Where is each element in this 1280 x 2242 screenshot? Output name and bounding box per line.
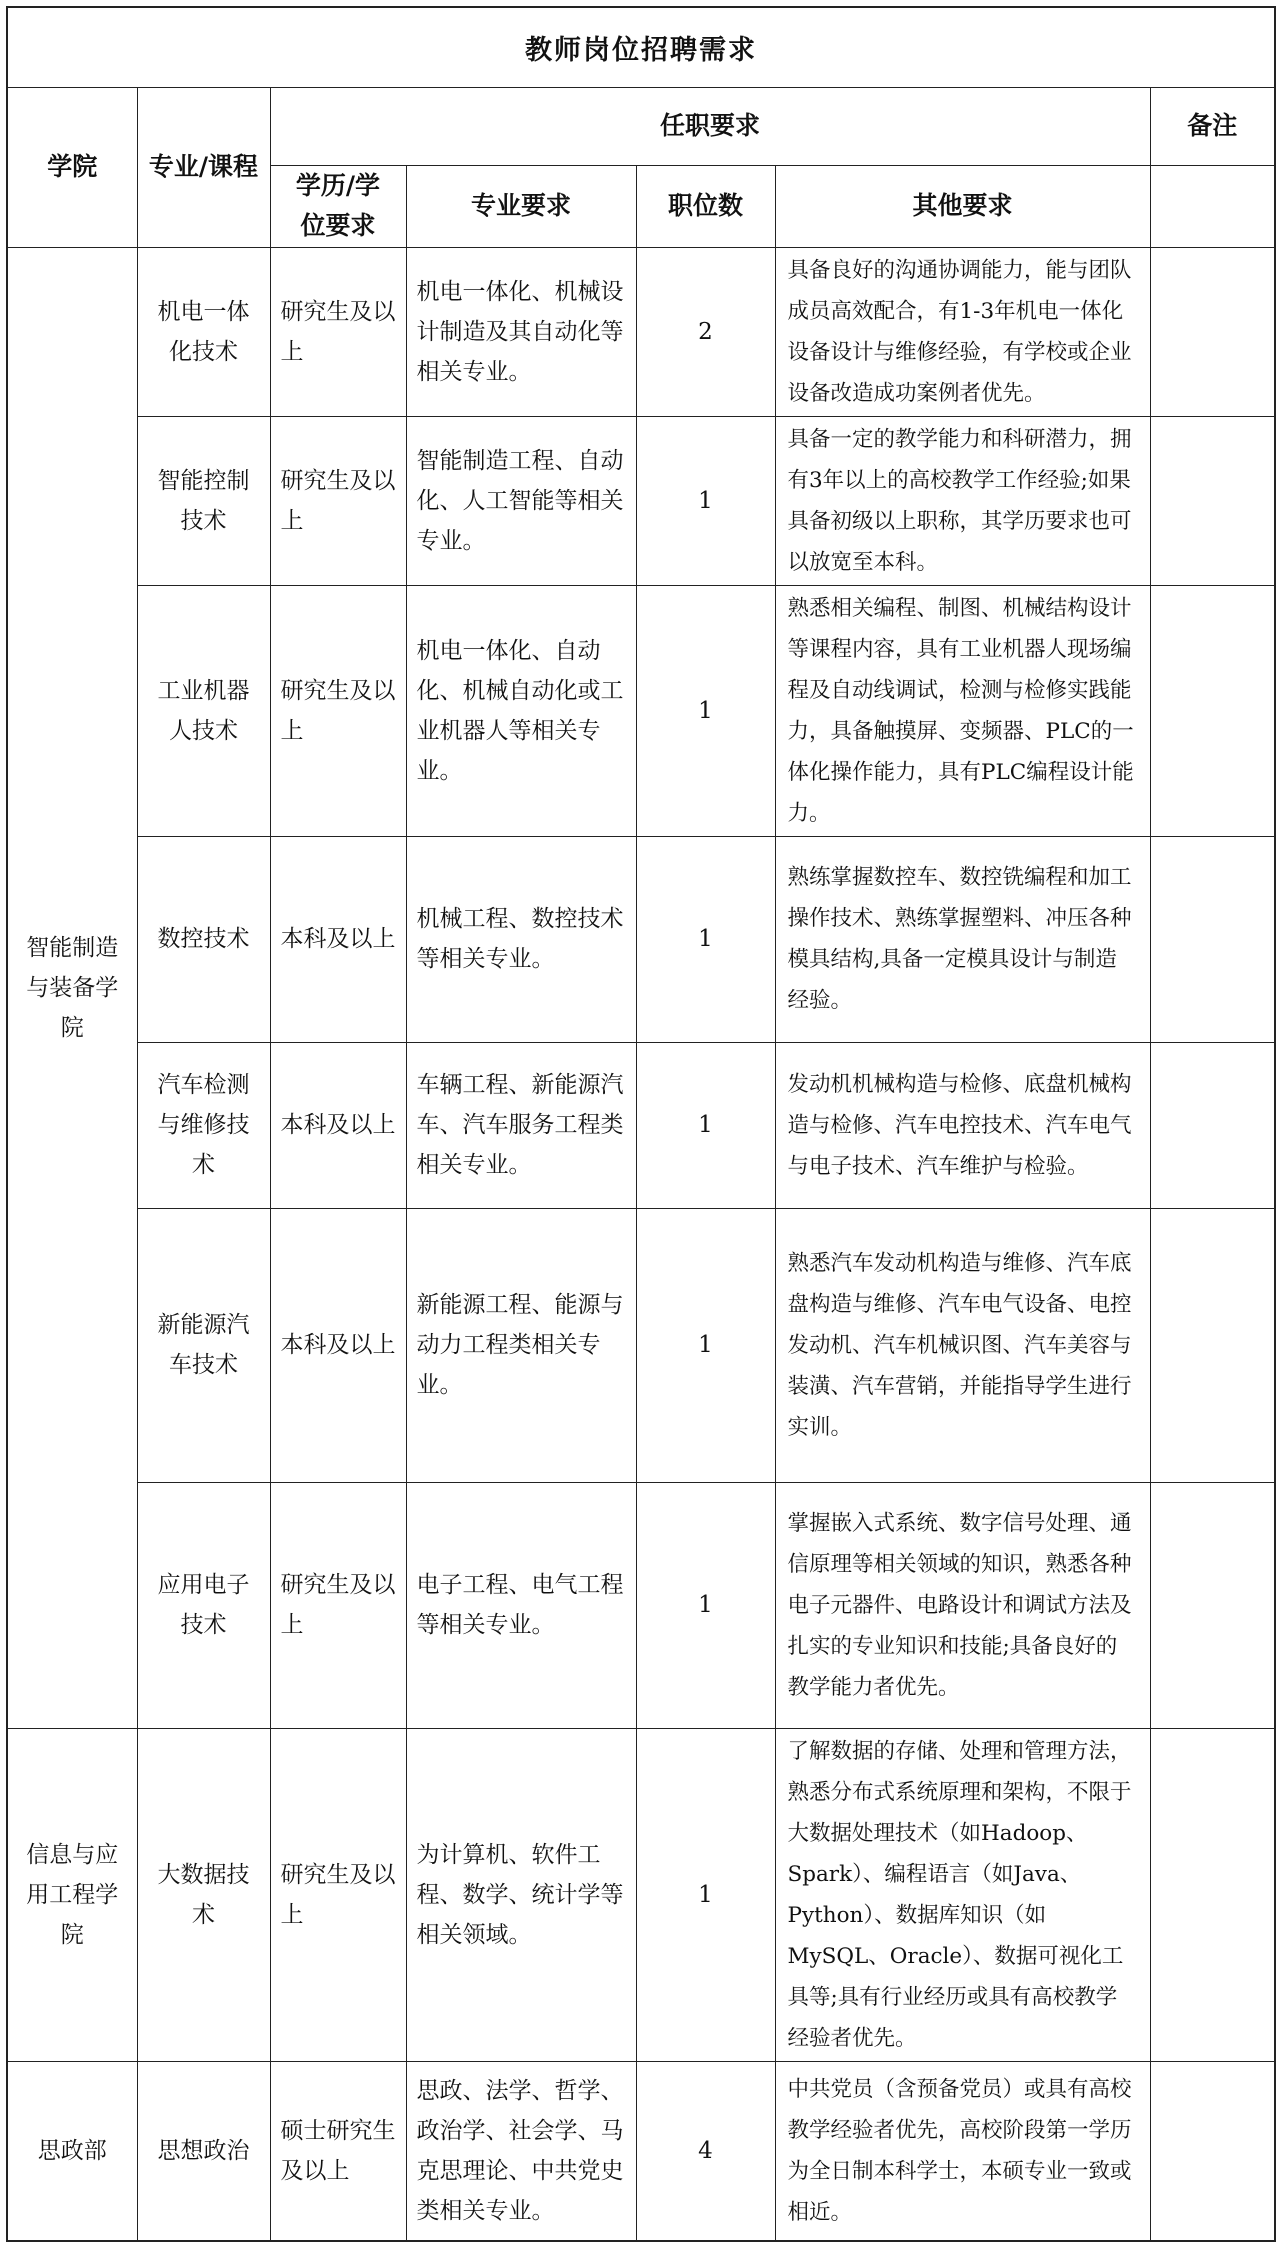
positions-cell: 4 bbox=[636, 2061, 775, 2241]
positions-cell: 2 bbox=[636, 247, 775, 416]
notes-cell bbox=[1150, 1042, 1275, 1208]
notes-cell bbox=[1150, 1482, 1275, 1728]
table-row bbox=[7, 247, 1275, 416]
college-cell: 智能制造与装备学院 bbox=[7, 247, 137, 1728]
notes-cell bbox=[1150, 1208, 1275, 1482]
table-row bbox=[7, 585, 1275, 836]
course-cell: 工业机器人技术 bbox=[137, 585, 270, 836]
degree-cell: 研究生及以上 bbox=[270, 247, 406, 416]
course-cell: 数控技术 bbox=[137, 836, 270, 1042]
degree-cell: 本科及以上 bbox=[270, 1208, 406, 1482]
table-row bbox=[7, 1042, 1275, 1208]
header-course: 专业/课程 bbox=[137, 87, 270, 247]
course-cell: 智能控制技术 bbox=[137, 416, 270, 585]
notes-cell bbox=[1150, 585, 1275, 836]
other-cell: 熟练掌握数控车、数控铣编程和加工操作技术、熟练掌握塑料、冲压各种模具结构,具备一定模具设计与制造经验。 bbox=[775, 836, 1150, 1042]
notes-cell bbox=[1150, 1728, 1275, 2061]
notes-cell bbox=[1150, 2061, 1275, 2241]
header-notes: 备注 bbox=[1150, 87, 1275, 165]
course-cell: 汽车检测与维修技术 bbox=[137, 1042, 270, 1208]
course-cell: 应用电子技术 bbox=[137, 1482, 270, 1728]
other-cell: 熟悉汽车发动机构造与维修、汽车底盘构造与维修、汽车电气设备、电控发动机、汽车机械识图、汽车美容与装潢、汽车营销，并能指导学生进行实训。 bbox=[775, 1208, 1150, 1482]
degree-cell: 本科及以上 bbox=[270, 1042, 406, 1208]
major-cell: 新能源工程、能源与动力工程类相关专业。 bbox=[406, 1208, 636, 1482]
positions-cell: 1 bbox=[636, 1208, 775, 1482]
notes-cell bbox=[1150, 836, 1275, 1042]
major-cell: 智能制造工程、自动化、人工智能等相关专业。 bbox=[406, 416, 636, 585]
course-cell: 机电一体化技术 bbox=[137, 247, 270, 416]
header-notes-blank bbox=[1150, 165, 1275, 247]
other-cell: 具备一定的教学能力和科研潜力，拥有3年以上的高校教学工作经验;如果具备初级以上职称，其学历要求也可以放宽至本科。 bbox=[775, 416, 1150, 585]
major-cell: 车辆工程、新能源汽车、汽车服务工程类相关专业。 bbox=[406, 1042, 636, 1208]
other-cell: 熟悉相关编程、制图、机械结构设计等课程内容，具有工业机器人现场编程及自动线调试，检测与检修实践能力，具备触摸屏、变频器、PLC的一体化操作能力，具有PLC编程设计能力。 bbox=[775, 585, 1150, 836]
college-cell: 思政部 bbox=[7, 2061, 137, 2241]
header-college: 学院 bbox=[7, 87, 137, 247]
table-title: 教师岗位招聘需求 bbox=[7, 7, 1275, 87]
degree-cell: 研究生及以上 bbox=[270, 416, 406, 585]
header-positions: 职位数 bbox=[636, 165, 775, 247]
recruitment-table bbox=[6, 6, 1276, 2242]
major-cell: 机电一体化、自动化、机械自动化或工业机器人等相关专业。 bbox=[406, 585, 636, 836]
table-row bbox=[7, 836, 1275, 1042]
other-cell: 发动机机械构造与检修、底盘机械构造与检修、汽车电控技术、汽车电气与电子技术、汽车维护与检验。 bbox=[775, 1042, 1150, 1208]
college-cell: 信息与应用工程学院 bbox=[7, 1728, 137, 2061]
header-other: 其他要求 bbox=[775, 165, 1150, 247]
positions-cell: 1 bbox=[636, 585, 775, 836]
course-cell: 大数据技术 bbox=[137, 1728, 270, 2061]
degree-cell: 本科及以上 bbox=[270, 836, 406, 1042]
header-major: 专业要求 bbox=[406, 165, 636, 247]
notes-cell bbox=[1150, 416, 1275, 585]
course-cell: 新能源汽车技术 bbox=[137, 1208, 270, 1482]
table-row bbox=[7, 2061, 1275, 2241]
positions-cell: 1 bbox=[636, 416, 775, 585]
other-cell: 了解数据的存储、处理和管理方法，熟悉分布式系统原理和架构，不限于大数据处理技术（如Hadoop、Spark）、编程语言（如Java、Python）、数据库知识（如MySQL、Oracle）、数据可视化工具等;具有行业经历或具有高校教学经验者优先。 bbox=[775, 1728, 1150, 2061]
notes-cell bbox=[1150, 247, 1275, 416]
major-cell: 电子工程、电气工程等相关专业。 bbox=[406, 1482, 636, 1728]
table-row bbox=[7, 1728, 1275, 2061]
degree-cell: 硕士研究生及以上 bbox=[270, 2061, 406, 2241]
degree-cell: 研究生及以上 bbox=[270, 1482, 406, 1728]
major-cell: 思政、法学、哲学、政治学、社会学、马克思理论、中共党史类相关专业。 bbox=[406, 2061, 636, 2241]
positions-cell: 1 bbox=[636, 1482, 775, 1728]
positions-cell: 1 bbox=[636, 1728, 775, 2061]
other-cell: 具备良好的沟通协调能力，能与团队成员高效配合，有1-3年机电一体化设备设计与维修经验，有学校或企业设备改造成功案例者优先。 bbox=[775, 247, 1150, 416]
major-cell: 机电一体化、机械设计制造及其自动化等相关专业。 bbox=[406, 247, 636, 416]
positions-cell: 1 bbox=[636, 1042, 775, 1208]
header-degree: 学历/学位要求 bbox=[270, 165, 406, 247]
table-row bbox=[7, 1208, 1275, 1482]
other-cell: 中共党员（含预备党员）或具有高校教学经验者优先，高校阶段第一学历为全日制本科学士，本硕专业一致或相近。 bbox=[775, 2061, 1150, 2241]
positions-cell: 1 bbox=[636, 836, 775, 1042]
major-cell: 机械工程、数控技术等相关专业。 bbox=[406, 836, 636, 1042]
table-row bbox=[7, 416, 1275, 585]
header-requirements: 任职要求 bbox=[270, 87, 1150, 165]
degree-cell: 研究生及以上 bbox=[270, 585, 406, 836]
course-cell: 思想政治 bbox=[137, 2061, 270, 2241]
table-row bbox=[7, 1482, 1275, 1728]
other-cell: 掌握嵌入式系统、数字信号处理、通信原理等相关领域的知识，熟悉各种电子元器件、电路设计和调试方法及扎实的专业知识和技能;具备良好的教学能力者优先。 bbox=[775, 1482, 1150, 1728]
degree-cell: 研究生及以上 bbox=[270, 1728, 406, 2061]
major-cell: 为计算机、软件工程、数学、统计学等相关领域。 bbox=[406, 1728, 636, 2061]
